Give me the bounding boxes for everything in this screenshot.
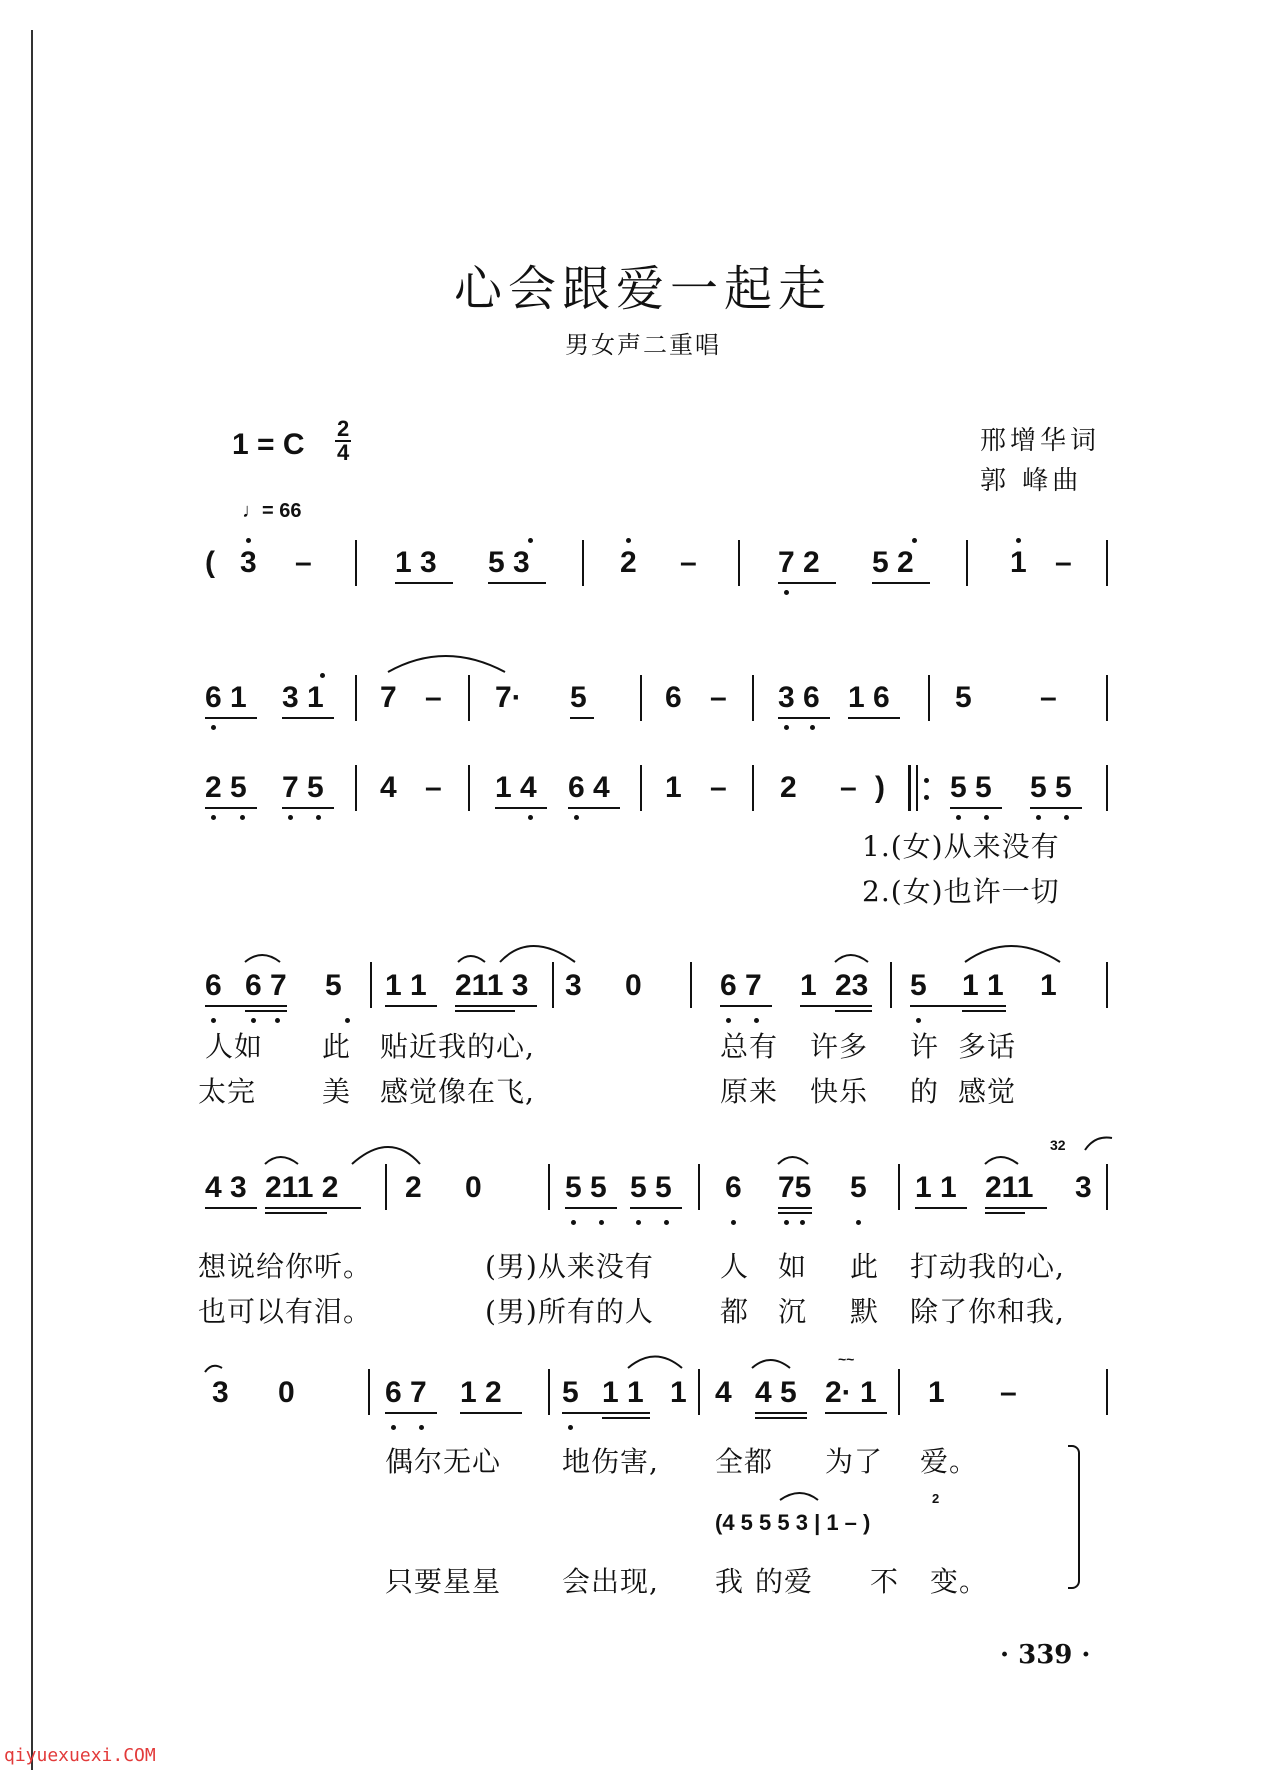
octave-dot [599,1220,604,1225]
note-token: – [840,771,857,804]
lyric: 多话 [958,1030,1017,1063]
octave-dot [856,1220,861,1225]
bar-line [368,1369,370,1415]
time-signature-top: 2 [337,416,350,441]
lyric: 爱。 [920,1445,979,1478]
octave-dot [726,1018,731,1023]
octave-dot [345,1018,350,1023]
note-token: 6 [725,1171,742,1204]
note-token: 6 4 [568,771,610,804]
octave-dot [1016,538,1021,543]
lyricist-credit: 邢增华词 [980,426,1101,456]
octave-dot [571,1220,576,1225]
bar-line [552,962,554,1008]
beam [778,1207,812,1209]
beam [562,1412,650,1414]
lyric: 感觉 [958,1075,1017,1108]
page-number: · 339 · [1000,1640,1091,1670]
note-token: 1 4 [495,771,537,804]
note-token: – [1000,1376,1017,1409]
beam [205,807,257,809]
note-token: 6 7 [385,1376,427,1409]
beam [455,1005,537,1007]
octave-dot [391,1425,396,1430]
tempo-marking: ♩= 66 [242,500,302,522]
octave-dot [240,815,245,820]
lyric: 为了 [825,1445,884,1478]
note-token: – [710,681,727,714]
song-subtitle: 男女声二重唱 [565,331,721,359]
lyric: 原来 [720,1075,779,1108]
time-signature [335,418,351,464]
note-token: 5 3 [488,546,530,579]
octave-dot [568,1425,573,1430]
octave-dot [912,538,917,543]
lyric: 贴近我的心, [380,1030,535,1063]
beam [460,1412,522,1414]
note-token: 1 1 [602,1376,644,1409]
time-signature-bottom: 4 [337,440,350,465]
octave-dot [810,725,815,730]
note-token: 1 1 [962,969,1004,1002]
song-title: 心会跟爱一起走 [453,261,832,317]
note-token: 1 [1010,546,1027,579]
slur [265,1157,298,1164]
octave-dot [636,1220,641,1225]
note-token: 2· 1 [825,1376,877,1409]
note-token: – [425,771,442,804]
beam [915,1207,967,1209]
bar-line [1106,1369,1108,1415]
beam [205,717,257,719]
note-token: 4 5 [755,1376,797,1409]
beam [778,1212,812,1214]
beam [872,582,930,584]
lyric: 全都 [715,1445,774,1478]
octave-dot [754,1018,759,1023]
bar-line [1106,540,1108,586]
bar-line [640,765,642,811]
octave-dot [288,815,293,820]
note-token: 211 2 [265,1171,339,1204]
octave-dot [316,815,321,820]
note-token: 5 5 [1030,771,1072,804]
octave-dot [211,725,216,730]
slur [985,1157,1018,1164]
note-token: 7 2 [778,546,820,579]
note-token: 4 [715,1376,732,1409]
lyric: 如 [778,1250,808,1283]
slur [388,656,505,672]
beam [848,717,900,719]
note-token: 3 [240,546,257,579]
lyric: 想说给你听。 [198,1250,373,1283]
note-token: – [1055,546,1072,579]
note-token: ( [205,546,215,579]
lyric: 都 [720,1295,750,1328]
beam [910,1005,1006,1007]
octave-dot [731,1220,736,1225]
beam [825,1412,887,1414]
octave-dot [574,815,579,820]
bar-line [548,1369,550,1415]
lyric: 快乐 [810,1075,869,1108]
slur [778,1157,808,1164]
octave-dot [1064,815,1069,820]
bar-line [582,540,584,586]
slur [245,955,280,962]
accompaniment-phrase: (4 5 5 5 3 | 1 – ) [715,1510,871,1535]
note-token: 3 [1075,1171,1092,1204]
beam [395,582,453,584]
bar-line [468,765,470,811]
beam [630,1207,682,1209]
note-token: 75 [778,1171,812,1204]
lyric: 不 [870,1565,900,1598]
slur [965,946,1060,962]
note-token: 5 [562,1376,579,1409]
octave-dot [784,590,789,595]
lyric: (男)从来没有 [485,1250,654,1283]
note-token: 0 [278,1376,295,1409]
grace-note: 2 [932,1491,940,1506]
beam [568,807,620,809]
octave-dot [956,815,961,820]
bar-line [752,675,754,721]
watermark: qiyuexuexi.COM [4,1745,156,1766]
beam [385,1005,437,1007]
bar-line [355,675,357,721]
slur [205,1366,222,1372]
note-token: 2 5 [205,771,247,804]
beam [265,1212,327,1214]
slur [780,1493,818,1500]
octave-dot [251,1018,256,1023]
lyric: 变。 [930,1565,989,1598]
note-token: 7· [495,681,522,714]
note-token: ) [875,771,885,804]
note-token: – [680,546,697,579]
note-token: 7 [380,681,397,714]
bar-line [640,675,642,721]
repeat-dot [924,795,929,800]
beam [720,1005,772,1007]
note-token: 4 3 [205,1171,247,1204]
bar-line [548,1164,550,1210]
lyric: (男)所有的人 [485,1295,654,1328]
beam [962,1010,1006,1012]
beam [570,717,594,719]
note-token: 0 [465,1171,482,1204]
beam [205,1005,287,1007]
repeat-dot [924,778,929,783]
grace-note: 32 [1050,1137,1066,1153]
octave-dot [626,538,631,543]
bar-line [898,1369,900,1415]
beam [205,1207,257,1209]
octave-dot [916,1018,921,1023]
lyric: 总有 [720,1030,779,1063]
beam [778,717,830,719]
verse-2-intro-lyric: 2.(女)也许一切 [862,875,1060,908]
lyric: 人如 [205,1030,264,1063]
note-token: – [425,681,442,714]
note-token: 6 [205,969,222,1002]
note-token: 7 5 [282,771,324,804]
note-token: 6 1 [205,681,247,714]
octave-dot [528,538,533,543]
note-token: – [710,771,727,804]
beam [602,1417,650,1419]
bar-line [1106,765,1108,811]
bar-line [698,1369,700,1415]
beam [282,717,334,719]
note-token: 3 [212,1376,229,1409]
bar-line [355,765,357,811]
bar-line [752,765,754,811]
lyric: 的 [910,1075,940,1108]
beam [835,1010,872,1012]
note-token: 5 [325,969,342,1002]
note-token: 211 [985,1171,1034,1204]
lyric: 地伤害, [562,1445,659,1478]
bar-line [1106,675,1108,721]
note-token: 2 [620,546,637,579]
note-token: 6 [665,681,682,714]
note-token: 1 3 [395,546,437,579]
octave-dot [528,815,533,820]
note-token: 5 [955,681,972,714]
note-token: 5 5 [630,1171,672,1204]
lyric: 此 [850,1250,880,1283]
ornament-mark: ~~ [838,1351,855,1367]
octave-dot [1036,815,1041,820]
lyric: 默 [850,1295,880,1328]
beam [245,1010,287,1012]
bar-line [355,540,357,586]
slur [752,1360,790,1368]
bar-line [898,1164,900,1210]
beam [985,1207,1047,1209]
beam [985,1212,1025,1214]
lyric: 会出现, [562,1565,659,1598]
note-token: 5 [570,681,587,714]
composer-credit: 郭 峰曲 [980,466,1083,496]
bar-line [928,675,930,721]
note-token: 5 [910,969,927,1002]
note-token: 23 [835,969,869,1002]
lyric: 沉 [778,1295,808,1328]
octave-dot [784,725,789,730]
note-token: 1 [670,1376,687,1409]
octave-dot [784,1220,789,1225]
beam [265,1207,361,1209]
lyric: 只要星星 [385,1565,502,1598]
note-token: 2 [780,771,797,804]
note-token: 1 [665,771,682,804]
beam [565,1207,617,1209]
note-token: 0 [625,969,642,1002]
bar-line [370,962,372,1008]
key-signature: 1 = C [232,428,305,461]
repeat-bar-thick [908,765,911,811]
note-token: 1 [928,1376,945,1409]
octave-dot [246,538,251,543]
beam [755,1417,807,1419]
octave-dot [211,1018,216,1023]
note-token: 5 5 [565,1171,607,1204]
beam [1030,807,1082,809]
slur [1085,1138,1112,1151]
slur [352,1147,420,1164]
note-token: 5 [850,1171,867,1204]
beam [778,582,836,584]
bar-line [1106,962,1108,1008]
beam [282,807,334,809]
beam [495,807,547,809]
lyric: 人 [720,1250,750,1283]
lyric: 此 [322,1030,352,1063]
bar-line [468,675,470,721]
note-token: – [1040,681,1057,714]
lyric: 感觉像在飞, [380,1075,535,1108]
lyric: 也可以有泪。 [198,1295,373,1328]
lyric: 我 [715,1565,745,1598]
lyric: 许 [910,1030,940,1063]
note-token: 3 6 [778,681,820,714]
beam [455,1010,515,1012]
lyric: 的爱 [755,1565,814,1598]
note-token: 211 3 [455,969,529,1002]
bar-line [738,540,740,586]
lyric: 除了你和我, [910,1295,1065,1328]
slur [628,1357,682,1369]
bar-line [890,962,892,1008]
beam [755,1412,807,1414]
octave-dot [275,1018,280,1023]
lyric: 美 [322,1075,352,1108]
note-token: 6 7 [245,969,287,1002]
bar-line [1106,1164,1108,1210]
beam [950,807,1002,809]
note-token: 6 7 [720,969,762,1002]
note-token: – [295,546,312,579]
octave-dot [211,815,216,820]
bar-line [385,1164,387,1210]
bar-line [690,962,692,1008]
slur [835,955,868,962]
octave-dot [984,815,989,820]
octave-dot [800,1220,805,1225]
phrase-bracket [1068,1445,1080,1589]
verse-1-intro-lyric: 1.(女)从来没有 [862,830,1060,863]
note-token: 5 5 [950,771,992,804]
note-token: 1 [1040,969,1057,1002]
slur [458,956,485,962]
bar-line [966,540,968,586]
octave-dot [664,1220,669,1225]
bar-line [698,1164,700,1210]
lyric: 许多 [810,1030,869,1063]
note-token: 1 1 [915,1171,957,1204]
octave-dot [320,673,325,678]
repeat-bar-thin [916,765,918,811]
lyric: 太完 [198,1075,257,1108]
slur [500,946,575,962]
lyric: 偶尔无心 [385,1445,502,1478]
note-token: 1 [800,969,817,1002]
lyric: 打动我的心, [910,1250,1065,1283]
beam [385,1412,437,1414]
note-token: 4 [380,771,397,804]
note-token: 3 1 [282,681,324,714]
beam [488,582,546,584]
note-token: 5 2 [872,546,914,579]
note-token: 1 6 [848,681,890,714]
note-token: 1 2 [460,1376,502,1409]
beam [800,1005,872,1007]
octave-dot [419,1425,424,1430]
note-token: 1 1 [385,969,427,1002]
note-token: 3 [565,969,582,1002]
note-token: 2 [405,1171,422,1204]
